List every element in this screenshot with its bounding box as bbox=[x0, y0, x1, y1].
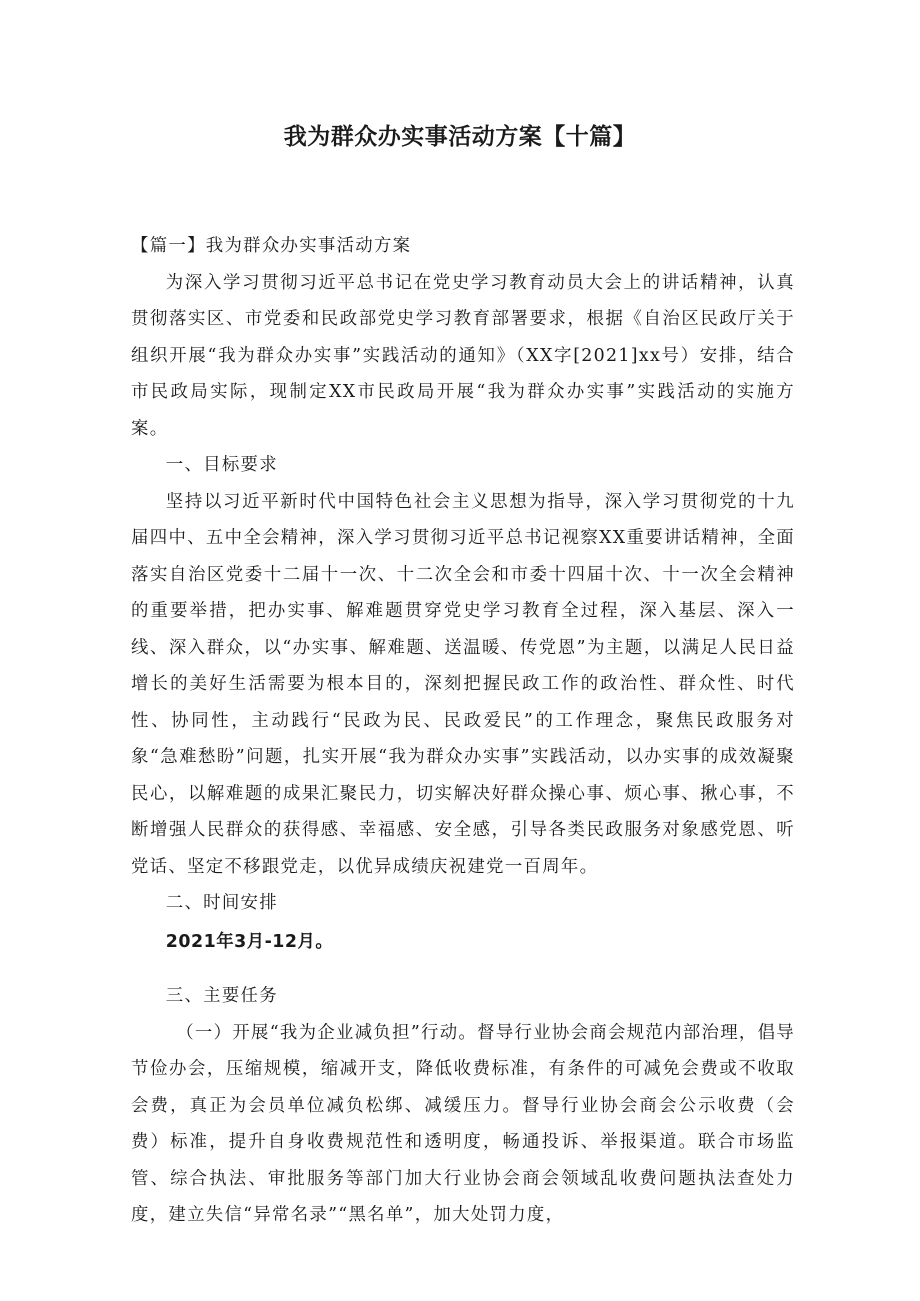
goals-paragraph: 坚持以习近平新时代中国特色社会主义思想为指导，深入学习贯彻党的十九届四中、五中全会精神，深入学习贯彻习近平总书记视察XX重要讲话精神，全面落实自治区党委十二届十一次、十二次全会和市委十四届十次、十一次全会精神的重要举措，把办实事、解难题贯穿党史学习教育全过程，深入基层、深入一线、深入群众，以“办实事、解难题、送温暖、传党恩”为主题，以满足人民日益增长的美好生活需要为根本目的，深刻把握民政工作的政治性、群众性、时代性、协同性，主动践行“民政为民、民政爱民”的工作理念，聚焦民政服务对象“急难愁盼”问题，扎实开展“我为群众办实事”实践活动，以办实事的成效凝聚民心，以解难题的成果汇聚民力，切实解决好群众操心事、烦心事、揪心事，不断增强人民群众的获得感、幸福感、安全感，引导各类民政服务对象感党恩、听党话、坚定不移跟党走，以优异成绩庆祝建党一百周年。 bbox=[131, 491, 795, 877]
heading-schedule: 二、时间安排 bbox=[165, 893, 278, 913]
document-body bbox=[131, 228, 795, 1234]
heading-goals: 一、目标要求 bbox=[165, 455, 278, 475]
document-title: 我为群众办实事活动方案【十篇】 bbox=[283, 124, 637, 150]
tasks-paragraph: （一）开展“我为企业减负担”行动。督导行业协会商会规范内部治理，倡导节俭办会，压缩规模，缩减开支，降低收费标准，有条件的可减免会费或不收取会费，真正为会员单位减负松绑、减缓压力。督导行业协会商会公示收费（会费）标准，提升自身收费规范性和透明度，畅通投诉、举报渠道。联合市场监管、综合执法、审批服务等部门加大行业协会商会领域乱收费问题执法查处力度，建立失信“异常名录”“黑名单”，加大处罚力度， bbox=[131, 1022, 795, 1225]
section-label: 【篇一】我为群众办实事活动方案 bbox=[131, 236, 412, 256]
schedule-time-range: 2021年3月-12月。 bbox=[165, 931, 334, 952]
intro-paragraph: 为深入学习贯彻习近平总书记在党史学习教育动员大会上的讲话精神，认真贯彻落实区、市党委和民政部党史学习教育部署要求，根据《自治区民政厅关于组织开展“我为群众办实事”实践活动的通知》（XX字[2021]xx号）安排，结合市民政局实际，现制定XX市民政局开展“我为群众办实事”实践活动的实施方案。 bbox=[131, 272, 795, 439]
heading-tasks: 三、主要任务 bbox=[165, 986, 278, 1006]
